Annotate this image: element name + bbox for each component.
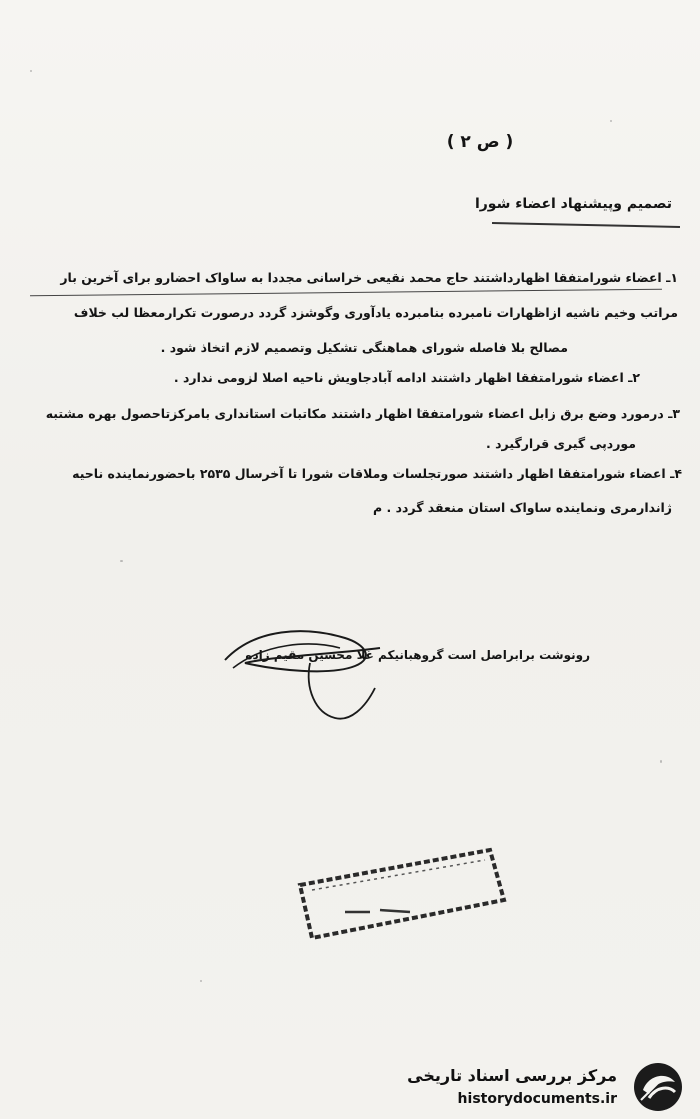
page-number: ( ص ۲ ) xyxy=(446,132,514,152)
scan-speck xyxy=(660,760,662,763)
heading-underline xyxy=(492,222,680,228)
paragraph-1-underline xyxy=(30,289,662,297)
section-heading: تصمیم وپیشنهاد اعضاء شورا xyxy=(474,196,672,212)
paragraph-3-line-2: موردپی گیری قرارگیرد . xyxy=(486,436,636,451)
certification-signature-line: رونوشت برابراصل است گروهبانیکم غلا محسین مقیم زاده xyxy=(245,648,590,662)
scan-speck xyxy=(120,560,123,562)
scan-speck xyxy=(200,980,202,982)
paragraph-1-line-1: ۱ـ اعضاء شورامتفقا اظهارداشتند حاج محمد نقیعی خراسانی مجددا به ساواک احضارو برای آخرین بار xyxy=(60,270,678,285)
paragraph-2-line-1: ۲ـ اعضاء شورامتفقا اظهار داشتند ادامه آبادجاویش ناحیه اصلا لزومی ندارد . xyxy=(173,370,640,385)
watermark-url: historydocuments.ir xyxy=(457,1091,617,1107)
paragraph-3-line-1: ۳ـ درمورد وضع برق زابل اعضاء شورامتفقا اظهار داشتند مکاتبات استانداری بامرکزتاحصول بهره مشتبه xyxy=(45,406,680,421)
scan-speck xyxy=(610,120,612,122)
archive-logo-icon xyxy=(629,1060,687,1115)
paragraph-1-line-3: مصالح بلا فاصله شورای هماهنگی تشکیل وتصمیم لازم اتخاذ شود . xyxy=(160,340,568,355)
scan-speck xyxy=(30,70,32,72)
paragraph-1-line-2: مراتب وخیم ناشیه ازاظهارات نامبرده بنامبرده یادآوری وگوشزد گردد درصورت تکرارمعظا لب خلاف xyxy=(73,305,678,320)
watermark-title: مرکز بررسی اسناد تاریخی xyxy=(407,1066,617,1085)
paragraph-4-line-2: ژاندارمری ونماینده ساواک استان منعقد گردد . م xyxy=(372,500,672,515)
faded-stamp xyxy=(290,840,510,945)
paragraph-4-line-1: ۴ـ اعضاء شورامتفقا اظهار داشتند صورتجلسات وملاقات شورا تا آخرسال ۲۵۳۵ باحضورنماینده ناحیه xyxy=(72,466,682,481)
handwritten-signature xyxy=(215,618,390,728)
archive-watermark xyxy=(407,1060,695,1115)
